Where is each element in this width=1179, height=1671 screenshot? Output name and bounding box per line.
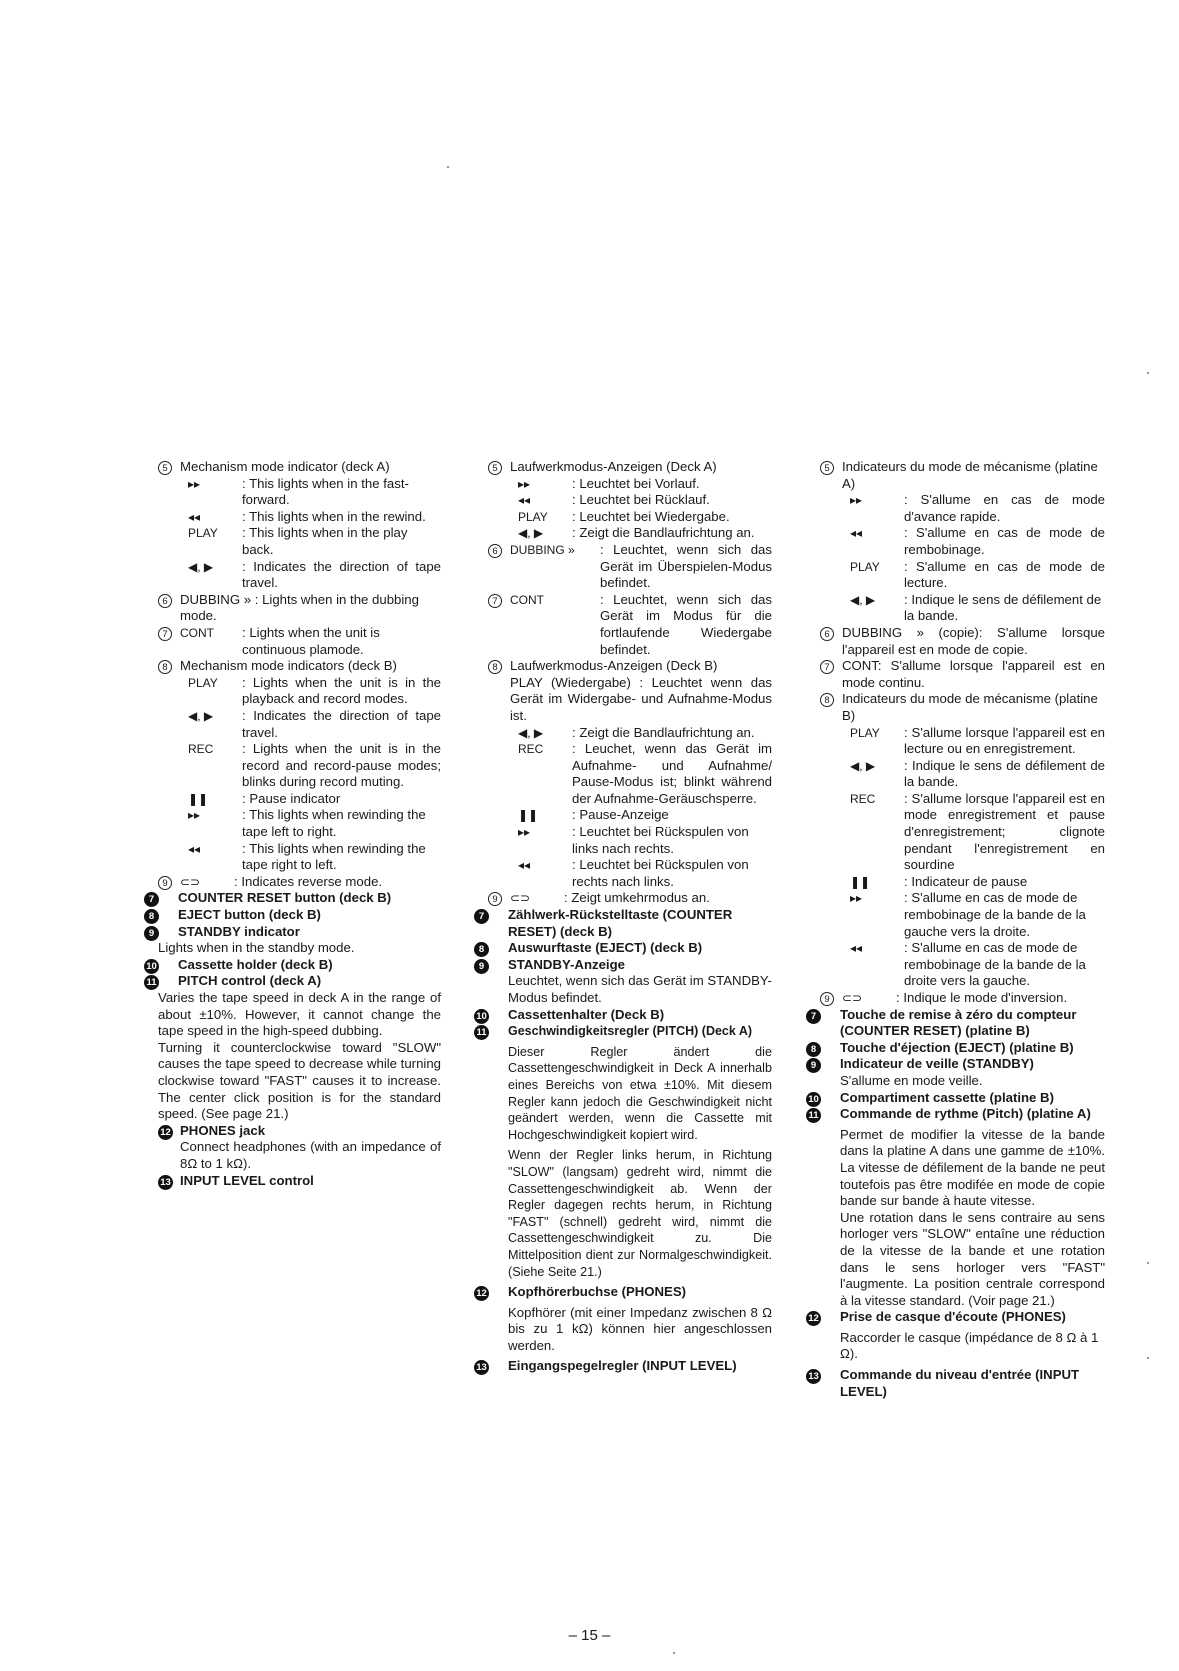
item-eject bbox=[478, 940, 772, 957]
item-title: COUNTER RESET button (deck B) bbox=[178, 890, 392, 906]
item-number: 12 bbox=[158, 1125, 173, 1140]
item-desc: : S'allume en cas de mode de rembobinage de la bande de la gauche vers la droite. bbox=[904, 890, 1086, 939]
cont-label: CONT bbox=[510, 592, 544, 607]
direction-icon: ◀, ▶ bbox=[518, 725, 544, 740]
item-input-level bbox=[158, 1173, 441, 1190]
item-number: 13 bbox=[806, 1369, 821, 1384]
item-desc: : Pause indicator bbox=[242, 790, 341, 806]
item-desc: : Zeigt umkehrmodus an. bbox=[564, 890, 710, 906]
item-8 bbox=[488, 658, 772, 890]
item-desc: : Zeigt die Bandlaufrichtung an. bbox=[572, 525, 755, 541]
item-title: Mechanism mode indicators (deck B) bbox=[180, 658, 397, 674]
item-counter-reset bbox=[478, 907, 772, 940]
item-number: 11 bbox=[474, 1025, 489, 1040]
item-desc: : This lights when in the play back. bbox=[242, 525, 408, 557]
item-number: 9 bbox=[820, 992, 834, 1006]
play-label: PLAY bbox=[850, 725, 880, 740]
item-6 bbox=[820, 625, 1105, 658]
item-input-level bbox=[476, 1358, 772, 1375]
item-desc: Varies the tape speed in deck A in the range of about ±10%. However, it cannot change the tape speed in the high-speed dubbing. bbox=[158, 990, 441, 1039]
dubbing-label: DUBBING » bbox=[510, 542, 575, 557]
item-title: Geschwindigkeitsregler (PITCH) (Deck A) bbox=[508, 1024, 753, 1039]
french-column bbox=[808, 459, 1105, 1400]
item-desc: S'allume en mode veille. bbox=[840, 1072, 983, 1088]
scan-speck bbox=[1147, 1357, 1149, 1359]
item-desc: : Indicates the direction of tape travel. bbox=[242, 707, 441, 740]
item-number: 9 bbox=[144, 926, 159, 941]
item-5 bbox=[488, 459, 772, 542]
item-desc: : This lights when rewinding the tape right to left. bbox=[242, 840, 426, 873]
page-number: – 15 – bbox=[568, 1627, 611, 1644]
item-desc: : S'allume en cas de mode d'avance rapide. bbox=[904, 492, 1105, 524]
rewind-icon: ◂◂ bbox=[850, 941, 863, 956]
item-9 bbox=[158, 874, 441, 891]
item-phones bbox=[476, 1284, 772, 1354]
item-title: Auswurftaste (EJECT) (deck B) bbox=[508, 940, 703, 956]
direction-icon: ◀, ▶ bbox=[850, 592, 876, 607]
item-number: 8 bbox=[144, 909, 159, 924]
item-title: Cassette holder (deck B) bbox=[178, 956, 333, 972]
item-title: Zählwerk-Rückstelltaste (COUNTER RESET) (deck B) bbox=[508, 907, 733, 939]
scan-speck bbox=[1147, 1262, 1149, 1264]
item-desc: : This lights when in the rewind. bbox=[242, 508, 426, 524]
play-label: PLAY bbox=[850, 559, 880, 574]
item-eject bbox=[148, 907, 441, 924]
play-label: PLAY bbox=[518, 509, 548, 524]
play-label: PLAY bbox=[188, 675, 218, 690]
item-title: Indicateur de veille (STANDBY) bbox=[840, 1056, 1034, 1072]
item-number: 5 bbox=[820, 461, 834, 475]
item-title: Touche d'éjection (EJECT) (platine B) bbox=[840, 1039, 1074, 1055]
item-number: 6 bbox=[158, 594, 172, 608]
item-title: Touche de remise à zéro du compteur (COUNTER RESET) (platine B) bbox=[840, 1006, 1077, 1039]
item-standby bbox=[810, 1056, 1105, 1089]
item-8 bbox=[158, 658, 441, 874]
item-counter-reset bbox=[810, 1006, 1105, 1040]
rewind-icon: ◂◂ bbox=[850, 526, 863, 541]
fast-forward-icon: ▸▸ bbox=[850, 493, 863, 508]
direction-icon: ◀, ▶ bbox=[850, 758, 876, 773]
item-desc: : Lights when the unit is in the playback and record modes. bbox=[242, 674, 441, 707]
fast-forward-icon: ▸▸ bbox=[518, 825, 531, 840]
rec-label: REC bbox=[850, 791, 876, 806]
item-number: 7 bbox=[474, 909, 489, 924]
item-title: Prise de casque d'écoute (PHONES) bbox=[840, 1309, 1066, 1325]
reverse-mode-icon: ⊂⊃ bbox=[842, 991, 863, 1005]
item-number: 7 bbox=[144, 892, 159, 907]
rec-label: REC bbox=[518, 742, 544, 757]
item-desc: : Leuchtet bei Rückspulen von links nach rechts. bbox=[572, 824, 749, 856]
item-number: 9 bbox=[806, 1058, 821, 1073]
item-desc: Dieser Regler ändert die Cassettengeschwindigkeit in Deck A innerhalb eines Bereichs von etwa ±10%. Mit diesem Regler kann jedoch die Geschwindigkeit nicht geändert werden, wenn die Cassette mit Hochgeschwindigkeit kopiert wird. bbox=[508, 1044, 772, 1142]
german-column bbox=[476, 459, 772, 1375]
item-number: 10 bbox=[144, 959, 159, 974]
item-desc: Turning it counterclockwise toward "SLOW" causes the tape speed to decrease while turning clockwise toward "FAST" causes it to increase. The center click position is for the standard speed. (See page 21.) bbox=[158, 1039, 441, 1122]
item-title: Mechanism mode indicator (deck A) bbox=[180, 459, 390, 474]
item-number: 7 bbox=[806, 1009, 821, 1024]
item-6 bbox=[488, 542, 772, 592]
item-7 bbox=[158, 625, 441, 658]
item-cassette-holder bbox=[808, 1089, 1105, 1107]
item-pitch bbox=[146, 973, 441, 990]
item-number: 13 bbox=[474, 1360, 489, 1375]
item-desc: : Lights when the unit is in the record and record-pause modes; blinks during record muting. bbox=[242, 741, 441, 790]
item-desc: DUBBING » : Lights when in the dubbing mode. bbox=[180, 591, 419, 624]
item-number: 9 bbox=[158, 876, 172, 890]
item-title: Commande de rythme (Pitch) (platine A) bbox=[840, 1106, 1091, 1122]
item-title: PITCH control (deck A) bbox=[178, 973, 322, 989]
item-desc: DUBBING » (copie): S'allume lorsque l'appareil est en mode de copie. bbox=[842, 624, 1105, 657]
item-desc: : S'allume en cas de mode de lecture. bbox=[904, 558, 1105, 591]
cont-label: CONT bbox=[180, 625, 214, 640]
item-desc: : Leuchtet bei Rücklauf. bbox=[572, 492, 710, 508]
fast-forward-icon: ▸▸ bbox=[850, 891, 863, 906]
item-7 bbox=[820, 658, 1105, 691]
item-number: 10 bbox=[474, 1009, 489, 1024]
item-pitch bbox=[476, 1023, 772, 1280]
item-desc: : S'allume lorsque l'appareil est en lecture ou en enregistrement. bbox=[904, 724, 1105, 757]
item-8 bbox=[820, 691, 1105, 990]
rewind-icon: ◂◂ bbox=[518, 858, 531, 873]
item-desc: : Indique le mode d'inversion. bbox=[896, 990, 1068, 1005]
item-cassette-holder bbox=[146, 956, 441, 974]
rec-label: REC bbox=[188, 742, 214, 757]
item-title: STANDBY indicator bbox=[178, 923, 300, 939]
item-desc: : S'allume en cas de mode de rembobinage de la bande de la droite vers la gauche. bbox=[904, 940, 1086, 989]
reverse-mode-icon: ⊂⊃ bbox=[180, 874, 201, 889]
item-desc: : Lights when the unit is continuous plamode. bbox=[242, 624, 380, 657]
item-title: Compartiment cassette (platine B) bbox=[840, 1089, 1054, 1105]
fast-forward-icon: ▸▸ bbox=[188, 808, 201, 823]
fast-forward-icon: ▸▸ bbox=[188, 476, 201, 491]
item-title: PHONES jack bbox=[180, 1122, 266, 1138]
item-desc: : Leuchtet bei Vorlauf. bbox=[572, 475, 700, 491]
direction-icon: ◀, ▶ bbox=[188, 559, 214, 574]
item-desc: : Indicates the direction of tape travel. bbox=[242, 558, 441, 591]
item-title: Indicateurs du mode de mécanisme (platine B) bbox=[842, 691, 1098, 723]
item-number: 13 bbox=[158, 1175, 173, 1190]
pause-icon: ❚❚ bbox=[518, 808, 539, 823]
item-desc: Connect headphones (with an impedance of 8Ω to 1 kΩ). bbox=[180, 1139, 441, 1171]
item-phones bbox=[808, 1309, 1105, 1363]
item-title: Laufwerkmodus-Anzeigen (Deck B) bbox=[510, 658, 718, 674]
item-desc: : This lights when in the fast-forward. bbox=[242, 475, 409, 508]
item-desc: : Indique le sens de défilement de la bande. bbox=[904, 757, 1105, 790]
item-number: 5 bbox=[488, 461, 502, 475]
rewind-icon: ◂◂ bbox=[518, 493, 531, 508]
item-9 bbox=[820, 990, 1105, 1007]
item-standby bbox=[148, 923, 441, 941]
item-number: 9 bbox=[474, 959, 489, 974]
fast-forward-icon: ▸▸ bbox=[518, 476, 531, 491]
item-6 bbox=[158, 592, 441, 625]
item-desc: : Indicates reverse mode. bbox=[234, 873, 383, 889]
item-phones bbox=[158, 1123, 441, 1173]
item-counter-reset bbox=[148, 890, 441, 907]
scan-speck bbox=[1147, 372, 1149, 374]
item-desc: Une rotation dans le sens contraire au sens horloger vers "SLOW" entaîne une réduction de la vitesse de la bande et une rotation dans le sens horloger vers "FAST" l'augmente. La position centrale correspond à la vitesse standard. (Voir page 21.) bbox=[840, 1209, 1105, 1308]
rewind-icon: ◂◂ bbox=[188, 509, 201, 524]
item-number: 7 bbox=[488, 594, 502, 608]
item-input-level bbox=[808, 1367, 1105, 1400]
item-desc: : S'allume en cas de mode de rembobinage. bbox=[904, 525, 1105, 557]
play-label: PLAY bbox=[188, 526, 218, 541]
item-number: 8 bbox=[806, 1042, 821, 1057]
item-number: 9 bbox=[488, 892, 502, 906]
item-number: 8 bbox=[820, 693, 834, 707]
item-number: 7 bbox=[158, 627, 172, 641]
item-number: 6 bbox=[820, 627, 834, 641]
english-column bbox=[146, 459, 441, 1189]
item-number: 12 bbox=[806, 1311, 821, 1326]
item-number: 7 bbox=[820, 660, 834, 674]
item-desc: CONT: S'allume lorsque l'appareil est en mode continu. bbox=[842, 658, 1105, 690]
item-desc: Raccorder le casque (impédance de 8 Ω à 1 Ω). bbox=[840, 1329, 1099, 1362]
item-number: 10 bbox=[806, 1092, 821, 1107]
item-title: Kopfhörerbuchse (PHONES) bbox=[508, 1284, 687, 1300]
item-pitch bbox=[808, 1106, 1105, 1309]
item-title: Indicateurs du mode de mécanisme (platine A) bbox=[842, 459, 1098, 491]
item-desc: : Leuchtet, wenn sich das Gerät im Überspielen-Modus befindet. bbox=[600, 541, 772, 591]
item-desc: PLAY (Wiedergabe) : Leuchtet wenn das Gerät im Widergabe- und Aufnahme-Modus ist. bbox=[510, 674, 772, 723]
item-5 bbox=[158, 459, 441, 592]
item-number: 5 bbox=[158, 461, 172, 475]
reverse-mode-icon: ⊂⊃ bbox=[510, 891, 531, 906]
scan-speck bbox=[447, 166, 449, 168]
item-desc: : Leuchtet bei Wiedergabe. bbox=[572, 508, 730, 524]
item-title: Laufwerkmodus-Anzeigen (Deck A) bbox=[510, 459, 717, 474]
item-desc: : Leuchtet, wenn sich das Gerät im Modus für die fortlaufende Wiedergabe befindet. bbox=[600, 591, 772, 657]
item-title: INPUT LEVEL control bbox=[180, 1172, 314, 1188]
item-title: STANDBY-Anzeige bbox=[508, 956, 625, 972]
item-desc: : Leuchet, wenn das Gerät im Aufnahme- und Aufnahme/ Pause-Modus ist; blinkt während der Aufnahme-Geräuschsperre. bbox=[572, 741, 772, 806]
scan-speck bbox=[673, 1652, 675, 1654]
item-number: 11 bbox=[144, 975, 159, 990]
item-desc: : Pause-Anzeige bbox=[572, 807, 669, 823]
item-desc: Kopfhörer (mit einer Impedanz zwischen 8 Ω bis zu 1 kΩ) können hier angeschlossen werden. bbox=[508, 1304, 772, 1353]
item-desc: : Indique le sens de défilement de la bande. bbox=[904, 591, 1102, 624]
item-number: 8 bbox=[488, 660, 502, 674]
item-cassette-holder bbox=[476, 1006, 772, 1024]
item-desc: : Zeigt die Bandlaufrichtung an. bbox=[572, 724, 755, 740]
item-number: 8 bbox=[474, 942, 489, 957]
pause-icon: ❚❚ bbox=[188, 791, 209, 806]
item-title: Commande du niveau d'entrée (INPUT LEVEL) bbox=[840, 1367, 1080, 1399]
item-desc: : This lights when rewinding the tape left to right. bbox=[242, 807, 426, 840]
item-5 bbox=[820, 459, 1105, 625]
item-standby bbox=[478, 956, 772, 1007]
item-number: 6 bbox=[488, 544, 502, 558]
item-number: 8 bbox=[158, 660, 172, 674]
item-desc: Leuchtet, wenn sich das Gerät im STANDBY-Modus befindet. bbox=[508, 973, 772, 1005]
item-title: EJECT button (deck B) bbox=[178, 907, 321, 923]
direction-icon: ◀, ▶ bbox=[188, 708, 214, 723]
item-title: Cassettenhalter (Deck B) bbox=[508, 1006, 665, 1022]
item-eject bbox=[810, 1039, 1105, 1057]
pause-icon: ❚❚ bbox=[850, 874, 871, 889]
item-desc: Wenn der Regler links herum, in Richtung "SLOW" (langsam) gedreht wird, nimmt die Cassettengeschwindigkeit ab. Wenn der Regler dagegen rechts herum, in Richtung "FAST" (schnell) gedreht wird, nimmt die Cassettengeschwindigkeit zu. Die Mittelposition dient zur Normalgeschwindigkeit. (Siehe Seite 21.) bbox=[508, 1148, 772, 1279]
rewind-icon: ◂◂ bbox=[188, 841, 201, 856]
item-desc: Permet de modifier la vitesse de la bande dans la platine A dans une gamme de ±10%. La vitesse de défilement de la bande ne peut toutefois pas être modifée en mode de copie bande sur bande à haute vitesse. bbox=[840, 1126, 1105, 1209]
item-desc: : Indicateur de pause bbox=[904, 873, 1028, 889]
item-desc: Lights when in the standby mode. bbox=[158, 940, 355, 956]
item-desc: : Leuchtet bei Rückspulen von rechts nach links. bbox=[572, 857, 749, 889]
item-number: 11 bbox=[806, 1108, 821, 1123]
direction-icon: ◀, ▶ bbox=[518, 526, 544, 541]
item-title: Eingangspegelregler (INPUT LEVEL) bbox=[508, 1358, 737, 1374]
item-desc: : S'allume lorsque l'appareil est en mode enregistrement et pause d'enregistrement; clignote pendant l'enregistrement en sourdine bbox=[904, 790, 1105, 873]
item-9 bbox=[488, 890, 772, 907]
item-7 bbox=[488, 592, 772, 658]
item-number: 12 bbox=[474, 1286, 489, 1301]
